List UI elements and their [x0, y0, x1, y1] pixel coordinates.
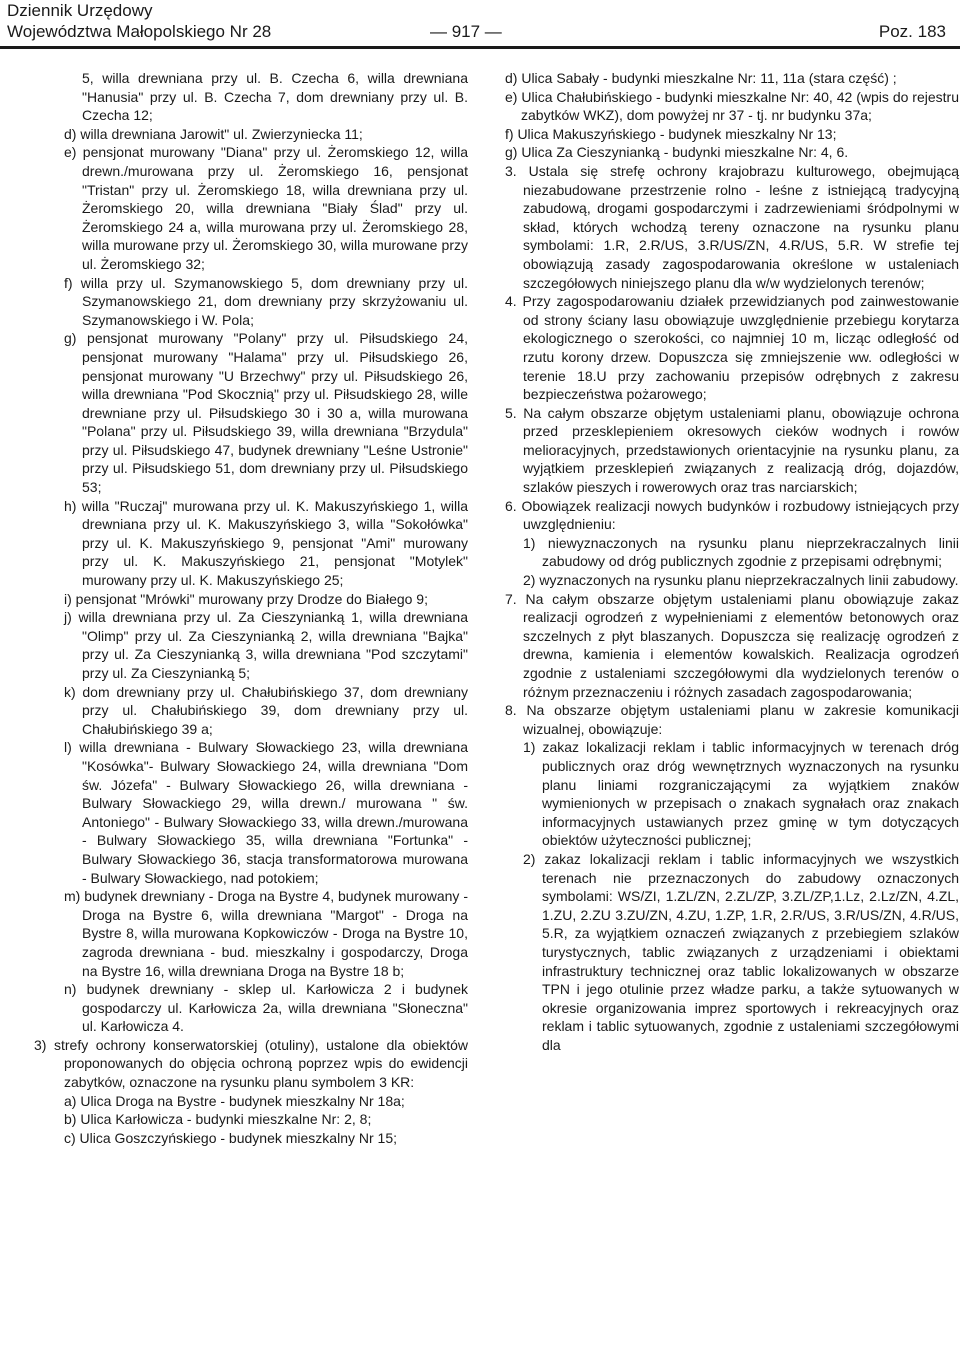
- list-item: 4. Przy zagospodarowaniu działek przewidzianych pod zainwestowanie od strony ściany lasu obowiązuje uwzględnienie przebiegu korytarza ekologicznego o szerokości, co najmniej 10 m, licząc odległość od rzutu korony drzew. Dopuszcza się zmniejszenie ww. odległości w terenie 18.U przy zachowaniu przepisów odrębnych z zakresu bezpieczeństwa pożarowego;: [505, 293, 959, 403]
- journal-title: Dziennik Urzędowy: [7, 1, 153, 20]
- voivodeship-issue: Województwa Małopolskiego Nr 28: [7, 22, 272, 41]
- list-item: 6. Obowiązek realizacji nowych budynków i rozbudowy istniejących przy uwzględnieniu:: [505, 497, 959, 533]
- header-rule: [0, 46, 960, 49]
- list-item: d) willa drewniana Jarowit" ul. Zwierzyniecka 11;: [64, 125, 363, 142]
- list-item: m) budynek drewniany - Droga na Bystre 4, budynek murowany - Droga na Bystre 6, willa drewniana "Margot" - Droga na Bystre 8, willa murowana Kopkowiczów - Droga na Bystre 10, zagroda drewniana - bud. mieszkalny i gospodarczy, Droga na Bystre 16, willa drewniana Droga na Bystre 18 b;: [64, 888, 468, 979]
- list-item: 5. Na całym obszarze objętym ustaleniami planu, obowiązuje ochrona przed przesklepieniem okresowych cieków wodnych i rowów melioracyjnych, przedstawionych orientacyjnie na rysunku planu, za wyjątkiem przesklepień związanych z realizacją dróg, dojazdów, szlaków pieszych i rowerowych oraz tras narciarskich;: [505, 404, 959, 496]
- list-item: f) Ulica Makuszyńskiego - budynek mieszkalny Nr 13;: [505, 125, 837, 142]
- list-item: e) pensjonat murowany "Diana" przy ul. Żeromskiego 12, willa drewn./murowana przy ul. Żeromskiego 16, pensjonat "Tristan" przy ul. Żeromskiego 18, willa drewniana przy ul. Żeromskiego 20, willa drewniana "Biały Ślad" przy ul. Żeromskiego 24 a, willa murowana przy ul. Żeromskiego 28, willa murowane przy ul. Żeromskiego 30, willa murowane przy ul. Żeromskiego 32;: [64, 144, 468, 272]
- page-number: — 917 —: [430, 22, 502, 41]
- list-item: a) Ulica Droga na Bystre - budynek mieszkalny Nr 18a;: [64, 1092, 405, 1109]
- list-item: f) willa przy ul. Szymanowskiego 5, dom drewniany przy ul. Szymanowskiego 21, dom drewniany przy skrzyżowaniu ul. Szymanowskiego i W. Pola;: [64, 274, 468, 328]
- list-item: 1) zakaz lokalizacji reklam i tablic informacyjnych w terenach dróg publicznych oraz dróg wewnętrznych wyznaczonych na rysunku planu liniami rozgraniczającymi za wyjątkiem znaków wymienionych w przepisach o znakach sygnałach oraz znakach informacyjnych ustawianych przez gminę w tym dotyczących obiektów użyteczności publicznej;: [523, 739, 959, 849]
- list-item: e) Ulica Chałubińskiego - budynki mieszkalne Nr: 40, 42 (wpis do rejestru zabytków WKZ), dom powyżej nr 37 - tj. nr budynku 37a;: [505, 88, 959, 124]
- list-item: 1) niewyznaczonych na rysunku planu nieprzekraczalnych linii zabudowy od dróg publicznych zgodnie z przepisami odrębnymi;: [523, 534, 959, 570]
- left-column: [34, 69, 468, 1147]
- list-item: i) pensjonat "Mrówki" murowany przy Drodze do Białego 9;: [64, 590, 428, 607]
- list-item: b) Ulica Karłowicza - budynki mieszkalne Nr: 2, 8;: [64, 1111, 372, 1128]
- list-item: 2) wyznaczonych na rysunku planu nieprzekraczalnych linii zabudowy.: [523, 572, 959, 589]
- position-number: Poz. 183: [878, 22, 946, 41]
- list-item: 3) strefy ochrony konserwatorskiej (otuliny), ustalone dla obiektów proponowanych do objęcia ochroną poprzez wpis do ewidencji zabytków, oznaczone na rysunku planu symbolem 3 KR:: [34, 1036, 468, 1091]
- list-item: 3. Ustala się strefę ochrony krajobrazu kulturowego, obejmującą niezabudowane przestrzenie rolno - leśne z istniejącą tradycyjną zabudową, drogami gospodarczymi i zadrzewieniami śródpolnymi w skład, których wchodzą tereny oznaczone na rysunku planu symbolami: 1.R, 2.R/US, 3.R/US/ZN, 4.R/US, 5.R. W strefie tej obowiązują zasady zagospodarowania określone w ustaleniach szczegółowych niniejszego planu dla w/w wydzielonych terenów;: [505, 162, 959, 291]
- list-item: j) willa drewniana przy ul. Za Cieszynianką 1, willa drewniana "Olimp" przy ul. Za Cieszynianką 2, willa drewniana "Bajka" przy ul. Za Cieszynianką 3, willa drewniana "Pod szczytami" przy ul. Za Cieszynianką 5;: [64, 609, 468, 681]
- list-item: 2) zakaz lokalizacji reklam i tablic informacyjnych we wszystkich terenach nie przeznaczonych do zabudowy oznaczonych symbolami: WS/ZI, 1.ZL/ZN, 2.ZL/ZP, 3.ZL/ZP,1.Lz, 2.Lz/ZN, 4.ZL, 1.ZU, 2.ZU 3.ZU/ZN, 4.ZU, 1.ZP, 1.R, 2.R/US, 3.R/US/ZN, 4.R/US, 5.R, za wyjątkiem oznaczeń związanych z przebiegiem szlaków turystycznych, tablic związanych z urządzeniami i obiektami infrastruktury technicznej oraz tablic lokalizowanych w obszarze TPN i jego otulinie przez władze parku, a także sytuowanych w okresie organizowania imprez sportowych i rekreacyjnych oraz reklam i tablic sytuowanych, zgodnie z ustaleniami szczegółowymi dla: [523, 850, 959, 1053]
- paragraph: 5, willa drewniana przy ul. B. Czecha 6, willa drewniana "Hanusia" przy ul. B. Czecha 7, dom drewniany przy ul. B. Czecha 12;: [82, 70, 468, 124]
- list-item: k) dom drewniany przy ul. Chałubińskiego 37, dom drewniany przy ul. Chałubińskiego 39, dom drewniany przy ul. Chałubińskiego 39 a;: [64, 683, 468, 737]
- list-item: c) Ulica Goszczyńskiego - budynek mieszkalny Nr 15;: [64, 1129, 398, 1146]
- list-item: d) Ulica Sabały - budynki mieszkalne Nr: 11, 11a (stara część) ;: [505, 70, 897, 86]
- list-item: g) Ulica Za Cieszynianką - budynki mieszkalne Nr: 4, 6.: [505, 144, 849, 161]
- list-item: 8. Na obszarze objętym ustaleniami planu w zakresie komunikacji wizualnej, obowiązuje:: [505, 702, 959, 737]
- list-item: 7. Na całym obszarze objętym ustaleniami planu obowiązuje zakaz realizacji ogrodzeń z wypełnieniami z elementów betonowych oraz szczelnych z płyt blaszanych. Dopuszcza się realizację ogrodzeń z drewna, kamienia i elementów kowalskich. Realizacja ogrodzeń zgodnie z ustaleniami szczegółowymi dla wydzielonych terenów o różnym przeznaczeniu i różnych zasadach zagospodarowania;: [505, 590, 959, 700]
- list-item: g) pensjonat murowany "Polany" przy ul. Piłsudskiego 24, pensjonat murowany "Halama" przy ul. Piłsudskiego 26, pensjonat murowany "U Brzechwy" przy ul. Piłsudskiego 26, willa drewniana "Pod Skocznią" przy ul. Piłsudskiego 28, wille drewniane przy ul. Piłsudskiego 30 i 30 a, willa murowana "Polana" przy ul. Piłsudskiego 39, willa drewniana "Brzydula" przy ul. Piłsudskiego 47, budynek drewniany "Leśne Ustronie" przy ul. Piłsudskiego 51, dom drewniany przy ul. Piłsudskiego 53;: [64, 330, 468, 496]
- list-item: l) willa drewniana - Bulwary Słowackiego 23, willa drewniana "Kosówka"- Bulwary Słowackiego 24, willa drewniana "Dom św. Józefa" - Bulwary Słowackiego 26, willa drewniana - Bulwary Słowackiego 29, willa drewn./ murowana " św. Antoniego" - Bulwary Słowackiego 33, willa drewn./murowana - Bulwary Słowackiego 35, willa drewniana "Fortunka" - Bulwary Słowackiego 36, stacja transformatorowa murowana - Bulwary Słowackiego, nad potokiem;: [64, 739, 468, 886]
- page-header: [0, 0, 960, 52]
- right-column: [505, 69, 959, 1054]
- list-item: h) willa "Ruczaj" murowana przy ul. K. Makuszyńskiego 1, willa drewniana przy ul. K. Makuszyńskiego 3, willa "Sokołówka" przy ul. K. Makuszyńskiego 9, pensjonat "Ami" murowany przy ul. K. Makuszyńskiego 21, pensjonat "Motylek" murowany przy ul. K. Makuszyńskiego 25;: [64, 497, 468, 589]
- list-item: n) budynek drewniany - sklep ul. Karłowicza 2 i budynek gospodarczy ul. Karłowicza 2a, willa drewniana "Słoneczna" ul. Karłowicza 4.: [64, 981, 468, 1035]
